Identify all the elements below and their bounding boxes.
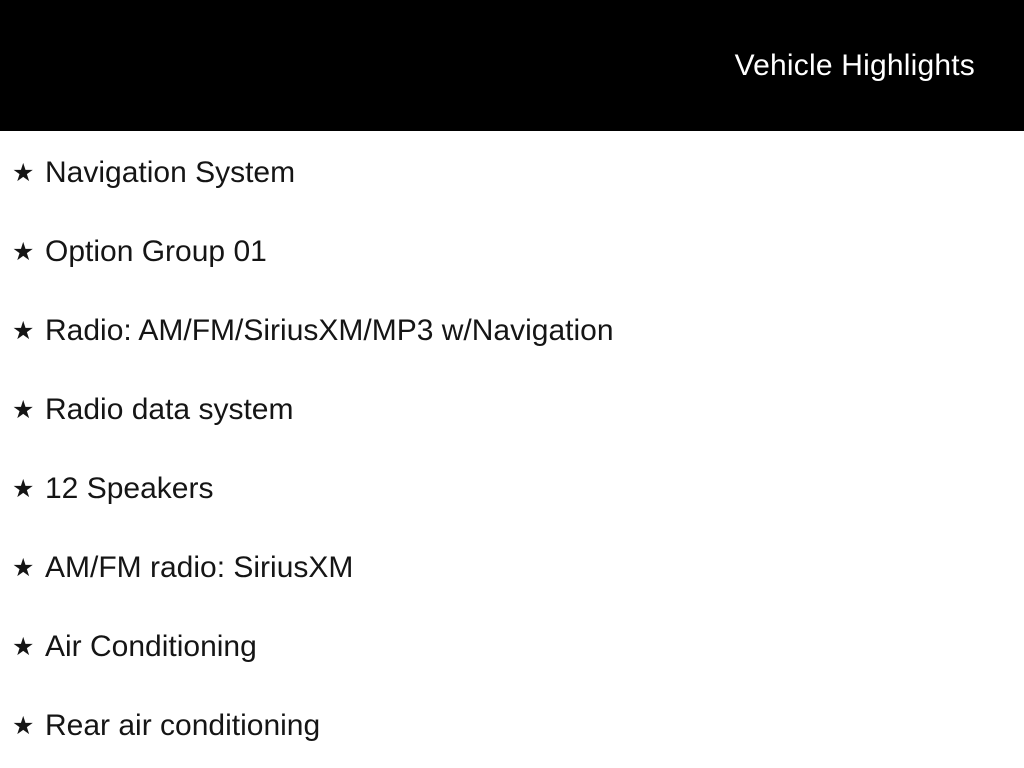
list-item-label: Radio: AM/FM/SiriusXM/MP3 w/Navigation	[45, 313, 614, 347]
list-item-label: Navigation System	[45, 155, 296, 189]
star-bullet-icon: ★	[12, 474, 35, 503]
star-bullet-icon: ★	[12, 395, 35, 424]
list-item-label: Option Group 01	[45, 234, 267, 268]
list-item-label: 12 Speakers	[45, 471, 214, 505]
list-item	[0, 212, 1024, 291]
list-item-label: AM/FM radio: SiriusXM	[45, 550, 354, 584]
list-item	[0, 686, 1024, 765]
list-item-label: Rear air conditioning	[45, 708, 321, 742]
star-bullet-icon: ★	[12, 632, 35, 661]
slide-header	[0, 0, 1024, 131]
page-title: Vehicle Highlights	[734, 48, 975, 82]
star-bullet-icon: ★	[12, 237, 35, 266]
list-item	[0, 291, 1024, 370]
highlights-list	[0, 131, 1024, 768]
list-item	[0, 133, 1024, 212]
list-item	[0, 607, 1024, 686]
star-bullet-icon: ★	[12, 711, 35, 740]
star-bullet-icon: ★	[12, 316, 35, 345]
list-item	[0, 449, 1024, 528]
star-bullet-icon: ★	[12, 158, 35, 187]
list-item	[0, 370, 1024, 449]
list-item-label: Radio data system	[45, 392, 294, 426]
star-bullet-icon: ★	[12, 553, 35, 582]
list-item	[0, 528, 1024, 607]
list-item-label: Air Conditioning	[45, 629, 257, 663]
